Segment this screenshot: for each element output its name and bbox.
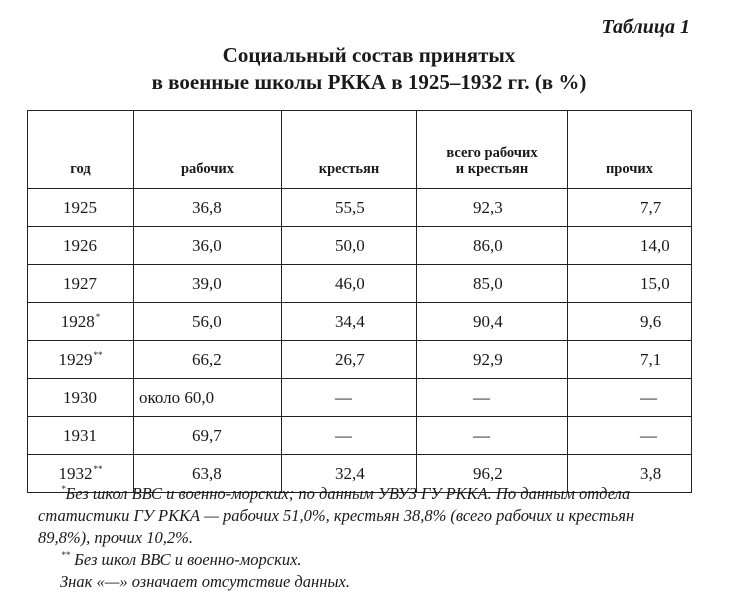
cell-year: 1927 bbox=[28, 265, 134, 303]
header-other: прочих bbox=[568, 111, 692, 189]
footnote-3: Знак «—» означает отсутствие данных. bbox=[60, 572, 351, 591]
cell-total: 90,4 bbox=[417, 303, 568, 341]
cell-total: 86,0 bbox=[417, 227, 568, 265]
table-row bbox=[28, 265, 692, 303]
header-peasants: крестьян bbox=[282, 111, 417, 189]
cell-workers: 36,8 bbox=[134, 189, 282, 227]
cell-other: — bbox=[568, 379, 692, 417]
footnote-2-mark: ** bbox=[61, 550, 70, 560]
data-table bbox=[27, 110, 692, 493]
cell-peasants: 50,0 bbox=[282, 227, 417, 265]
header-total-line-1: всего рабочих bbox=[446, 145, 538, 161]
cell-peasants: 32,4 bbox=[282, 455, 417, 493]
table-row bbox=[28, 227, 692, 265]
cell-year: 1926 bbox=[28, 227, 134, 265]
cell-total: 92,9 bbox=[417, 341, 568, 379]
cell-workers: 39,0 bbox=[134, 265, 282, 303]
footnote-1-mark: * bbox=[61, 484, 66, 494]
cell-total: 85,0 bbox=[417, 265, 568, 303]
cell-other: 15,0 bbox=[568, 265, 692, 303]
footnotes bbox=[38, 483, 720, 593]
cell-peasants: 46,0 bbox=[282, 265, 417, 303]
cell-peasants: 55,5 bbox=[282, 189, 417, 227]
cell-workers: 63,8 bbox=[134, 455, 282, 493]
cell-peasants: — bbox=[282, 417, 417, 455]
cell-peasants: 26,7 bbox=[282, 341, 417, 379]
cell-other: 7,7 bbox=[568, 189, 692, 227]
footnote-mark: * bbox=[95, 311, 101, 322]
footnote-1-cont-2: 89,8%), прочих 10,2%. bbox=[38, 528, 194, 547]
cell-year: 1928* bbox=[28, 303, 134, 341]
cell-year: 1931 bbox=[28, 417, 134, 455]
cell-other: 7,1 bbox=[568, 341, 692, 379]
cell-year: 1925 bbox=[28, 189, 134, 227]
header-total bbox=[417, 111, 568, 189]
table-title bbox=[0, 42, 738, 96]
cell-total: — bbox=[417, 379, 568, 417]
header-workers: рабочих bbox=[134, 111, 282, 189]
table-row bbox=[28, 341, 692, 379]
cell-total: — bbox=[417, 417, 568, 455]
cell-year: 1930 bbox=[28, 379, 134, 417]
cell-workers: около 60,0 bbox=[134, 379, 282, 417]
footnote-2: ** Без школ ВВС и военно-морских. bbox=[61, 550, 302, 569]
footnote-1-cont-1: статистики ГУ РККА — рабочих 51,0%, крестьян 38,8% (всего рабочих и крестьян bbox=[38, 506, 635, 525]
title-line-1: Социальный состав принятых bbox=[222, 43, 516, 67]
cell-workers: 69,7 bbox=[134, 417, 282, 455]
footnote-mark: ** bbox=[93, 463, 103, 474]
cell-workers: 66,2 bbox=[134, 341, 282, 379]
header-total-line-2: и крестьян bbox=[455, 161, 529, 177]
footnote-mark: ** bbox=[93, 349, 103, 360]
cell-other: 9,6 bbox=[568, 303, 692, 341]
cell-peasants: 34,4 bbox=[282, 303, 417, 341]
table-row bbox=[28, 379, 692, 417]
cell-peasants: — bbox=[282, 379, 417, 417]
cell-year: 1929** bbox=[28, 341, 134, 379]
cell-workers: 56,0 bbox=[134, 303, 282, 341]
header-year: год bbox=[28, 111, 134, 189]
cell-other: — bbox=[568, 417, 692, 455]
title-line-2: в военные школы РККА в 1925–1932 гг. (в %) bbox=[151, 70, 587, 94]
table-row bbox=[28, 189, 692, 227]
table-label: Таблица 1 bbox=[601, 16, 690, 38]
cell-total: 92,3 bbox=[417, 189, 568, 227]
cell-other: 14,0 bbox=[568, 227, 692, 265]
header-row bbox=[28, 111, 692, 189]
cell-workers: 36,0 bbox=[134, 227, 282, 265]
cell-other: 3,8 bbox=[568, 455, 692, 493]
footnote-1: *Без школ ВВС и военно-морских; по данным УВУЗ ГУ РККА. По данным отдела bbox=[61, 484, 631, 503]
cell-year: 1932** bbox=[28, 455, 134, 493]
cell-total: 96,2 bbox=[417, 455, 568, 493]
table-row bbox=[28, 303, 692, 341]
table-row bbox=[28, 417, 692, 455]
